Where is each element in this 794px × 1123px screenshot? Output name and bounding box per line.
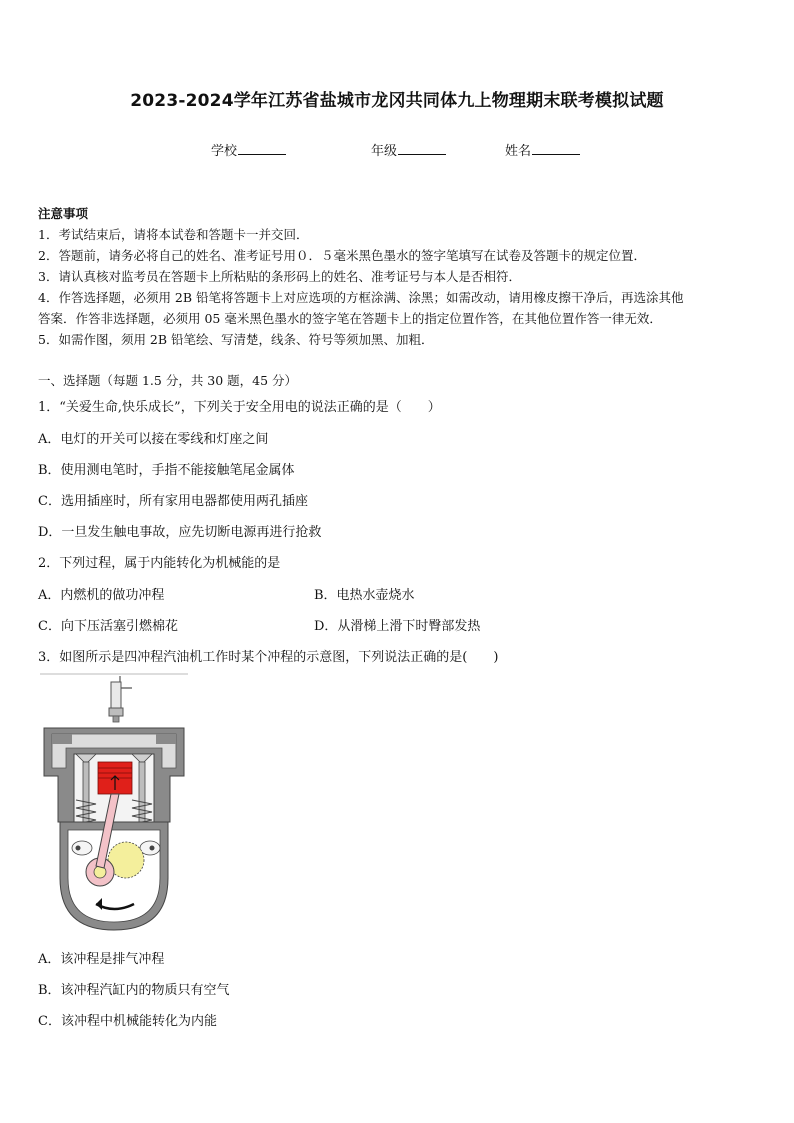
- name-blank[interactable]: [532, 141, 580, 155]
- school-blank[interactable]: [238, 141, 286, 155]
- school-field[interactable]: [211, 140, 286, 159]
- q2-option-d[interactable]: D．从滑梯上滑下时臀部发热: [314, 619, 481, 634]
- q1-option-a[interactable]: A．电灯的开关可以接在零线和灯座之间: [38, 432, 269, 447]
- student-info-row: [0, 140, 794, 160]
- school-label: 学校: [211, 144, 238, 159]
- notice-item-1: 1．考试结束后，请将本试卷和答题卡一并交回．: [38, 227, 309, 242]
- q3-option-b[interactable]: B．该冲程汽缸内的物质只有空气: [38, 983, 230, 998]
- q1-stem: 1．“关爱生命,快乐成长”，下列关于安全用电的说法正确的是（ ）: [38, 400, 441, 415]
- q1-option-d[interactable]: D．一旦发生触电事故，应先切断电源再进行抢救: [38, 525, 322, 540]
- section1-heading: 一、选择题（每题 1.5 分，共 30 题，45 分）: [38, 373, 298, 388]
- name-label: 姓名: [505, 144, 532, 159]
- notice-heading: 注意事项: [38, 206, 89, 221]
- grade-blank[interactable]: [398, 141, 446, 155]
- q1-option-b[interactable]: B．使用测电笔时，手指不能接触笔尾金属体: [38, 463, 295, 478]
- q3-stem: 3．如图所示是四冲程汽油机工作时某个冲程的示意图，下列说法正确的是( ): [38, 650, 499, 665]
- q2-option-b[interactable]: B．电热水壶烧水: [314, 588, 415, 603]
- notice-item-4-cont: 答案．作答非选择题，必须用 05 毫米黑色墨水的签字笔在答题卡上的指定位置作答，在其他位置作答一律无效．: [38, 311, 662, 326]
- q2-stem: 2．下列过程，属于内能转化为机械能的是: [38, 556, 281, 571]
- spark-plug-icon: [109, 676, 132, 722]
- q2-option-a[interactable]: A．内燃机的做功冲程: [38, 588, 165, 603]
- q3-option-c[interactable]: C．该冲程中机械能转化为内能: [38, 1014, 217, 1029]
- name-field[interactable]: [505, 140, 580, 159]
- grade-label: 年级: [371, 144, 398, 159]
- grade-field[interactable]: [371, 140, 446, 159]
- exam-title: 2023-2024学年江苏省盐城市龙冈共同体九上物理期末联考模拟试题: [130, 91, 664, 111]
- notice-item-2: 2．答题前，请务必将自己的姓名、准考证号用０．５毫米黑色墨水的签字笔填写在试卷及答题卡的规定位置．: [38, 248, 646, 263]
- piston-icon: [98, 762, 132, 794]
- notice-item-4: 4．作答选择题，必须用 2B 铅笔将答题卡上对应选项的方框涂满、涂黑；如需改动，请用橡皮擦干净后，再选涂其他: [38, 290, 684, 305]
- engine-diagram: [38, 672, 190, 934]
- q1-option-c[interactable]: C．选用插座时，所有家用电器都使用两孔插座: [38, 494, 308, 509]
- q3-option-a[interactable]: A．该冲程是排气冲程: [38, 952, 165, 967]
- notice-item-3: 3．请认真核对监考员在答题卡上所粘贴的条形码上的姓名、准考证号与本人是否相符．: [38, 269, 521, 284]
- notice-item-5: 5．如需作图，须用 2B 铅笔绘、写清楚，线条、符号等须加黑、加粗．: [38, 332, 434, 347]
- q2-option-c[interactable]: C．向下压活塞引燃棉花: [38, 619, 178, 634]
